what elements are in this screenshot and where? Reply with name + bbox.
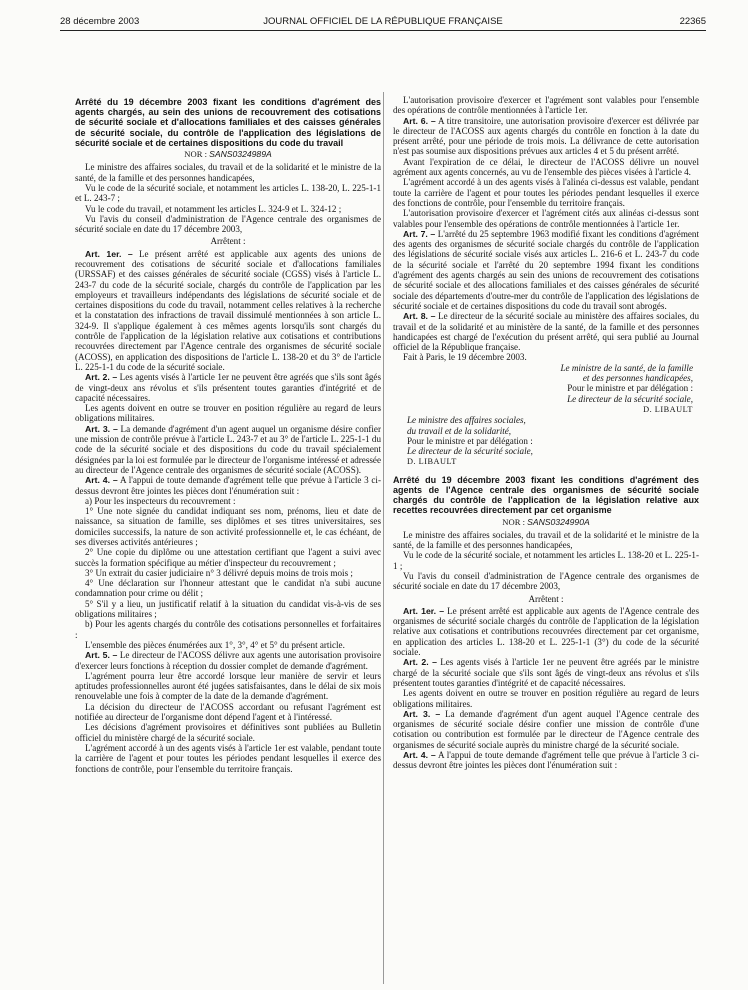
- paragraph: Les agents doivent en outre se trouver en position régulière au regard de leurs obligations militaires.: [393, 688, 699, 709]
- nor-reference: NOR : SANS0324989A: [184, 149, 272, 160]
- decree-title: Arrêté du 19 décembre 2003 fixant les conditions d'agrément des agents chargés, au sein des unions de recouvrement des cotisations de sécurité sociale et d'allocations familiales et des caisses générales de sécurité sociale, du contrôle de l'application des législations de sécurité sociale et de certaines dispositions du code du travail: [75, 97, 381, 148]
- article-6: Art. 6. – A titre transitoire, une autorisation provisoire d'exercer est délivrée par le directeur de l'ACOSS aux agents chargés du contrôle en fonction à la date du présent arrêté, pour une période de trois mois. La délivrance de cette autorisation n'est pas soumise aux dispositions prévues aux articles 4 et 5 du présent arrêté.: [393, 115, 699, 157]
- article-2: Art. 2. – Les agents visés à l'article 1er ne peuvent être agréés par le ministre chargé de la sécurité sociale que s'ils sont âgés de vingt-deux ans révolus et s'ils présentent toutes garanties d'intégrité et de capacité nécessaires.: [393, 657, 699, 688]
- paragraph: Le ministre des affaires sociales, du travail et de la solidarité et le ministre de la santé, de la famille et des personnes handicapées,: [393, 529, 699, 551]
- arretent-heading: Arrêtent :: [528, 593, 564, 604]
- paragraph: Vu le code de la sécurité sociale, et notamment les articles L. 138-20, L. 225-1-1 et L. 243-7 ;: [75, 182, 381, 204]
- signatory-name: D. LIBAULT: [643, 404, 693, 414]
- article-7: Art. 7. – L'arrêté du 25 septembre 1963 modifié fixant les conditions d'agrément des agents des organismes de sécurité sociale chargés du contrôle de l'application des législations de sécurité sociale visés aux articles L. 216-6 et L. 243-7 du code de la sécurité sociale et l'arrêté du 20 septembre 1994 fixant les conditions d'agrément des agents chargés au sein des unions de recouvrement des cotisations de sécurité sociale et des allocations familiales et des caisses générales de sécurité sociale des départements d'outre-mer du contrôle de l'application des législations de sécurité sociale et de certaines dispositions du code du travail sont abrogés.: [393, 228, 699, 311]
- paragraph: Vu l'avis du conseil d'administration de l'Agence centrale des organismes de sécurité sociale en date du 17 décembre 2003,: [75, 213, 381, 235]
- list-item: 3° Un extrait du casier judiciaire n° 3 délivré depuis moins de trois mois ;: [85, 567, 353, 578]
- right-column: [393, 95, 699, 771]
- article-4: Art. 4. – A l'appui de toute demande d'agrément telle que prévue à l'article 3 ci-dessus devront être jointes les pièces dont l'énumération suit :: [75, 475, 381, 496]
- article-2: Art. 2. – Les agents visés à l'article 1er ne peuvent être agréés que s'ils sont âgés de vingt-deux ans révolus et s'ils présentent toutes garanties d'intégrité et de capacité nécessaires.: [75, 372, 381, 403]
- left-column: [75, 97, 381, 774]
- nor-reference: NOR : SANS0324990A: [502, 516, 590, 527]
- paragraph: Les agents doivent en outre se trouver en position régulière au regard de leurs obligations militaires.: [75, 403, 381, 424]
- signature-line: et des personnes handicapées,: [582, 373, 693, 384]
- header-rule: [60, 30, 706, 31]
- list-item: 2° Une copie du diplôme ou une attestation certifiant que l'agent a suivi avec succès la formation spécifique au métier d'inspecteur du recouvrement ;: [75, 547, 381, 568]
- list-item: 4° Une déclaration sur l'honneur attestant que le candidat n'a subi aucune condamnation pour crime ou délit ;: [75, 578, 381, 599]
- article-3: Art. 3. – La demande d'agrément d'un agent auquel un organisme désire confier une mission de contrôle prévue à l'article L. 243-7 et au 3° de l'article L. 225-1-1 du code de la sécurité sociale et des dispositions du code du travail spécialement désignées par la loi est formulée par le directeur de l'organisme intéressé et adressée au directeur de l'Agence centrale des organismes de sécurité sociale (ACOSS).: [75, 423, 381, 475]
- decree-title: Arrêté du 19 décembre 2003 fixant les conditions d'agrément des agents de l'Agence centrale des organismes de sécurité sociale chargés du contrôle de l'application de la législation relative aux recettes recouvrées directement par cet organisme: [393, 474, 699, 516]
- signature-line: du travail et de la solidarité,: [407, 425, 512, 436]
- paragraph: L'autorisation provisoire d'exercer et l'agrément sont valables pour l'ensemble des opérations de contrôle mentionnées à l'article 1er.: [393, 95, 699, 116]
- header-date: 28 décembre 2003: [60, 16, 140, 27]
- signatory-name: D. LIBAULT: [407, 457, 457, 467]
- paragraph: L'agrément pourra leur être accordé lorsque leur manière de servir et leurs aptitudes professionnelles auront été jugées satisfaisantes, dans le délai de six mois renouvelable une fois à compter de la date de la demande d'agrément.: [75, 670, 381, 702]
- article-4: Art. 4. – A l'appui de toute demande d'agrément telle que prévue à l'article 3 ci-dessus devront être jointes les pièces dont l'énumération suit :: [393, 750, 699, 771]
- article-5: Art. 5. – Le directeur de l'ACOSS délivre aux agents une autorisation provisoire d'exercer leurs fonctions à réception du dossier complet de demande d'agrément.: [75, 650, 381, 671]
- signature-line: Le directeur de la sécurité sociale,: [407, 446, 533, 457]
- list-item: 5° S'il y a lieu, un justificatif relatif à la situation du candidat vis-à-vis de ses obligations militaires ;: [75, 598, 381, 620]
- signature-line: Pour le ministre et par délégation :: [567, 383, 693, 394]
- article-8: Art. 8. – Le directeur de la sécurité sociale au ministère des affaires sociales, du travail et de la solidarité et au ministère de la santé, de la famille et des personnes handicapées est chargé de l'exécution du présent arrêté, qui sera publié au Journal officiel de la République française.: [393, 311, 699, 353]
- paragraph: b) Pour les agents chargés du contrôle des cotisations personnelles et forfaitaires :: [75, 619, 381, 640]
- list-item: 1° Une note signée du candidat indiquant ses nom, prénoms, lieu et date de naissance, sa situation de famille, ses diplômes et ses titres universitaires, ses domiciles successifs, la nature de son activité professionnelle et, le cas échéant, de ses diverses activités antérieures ;: [75, 506, 381, 547]
- paragraph: L'autorisation provisoire d'exercer et l'agrément cités aux alinéas ci-dessus sont valables pour l'ensemble des opérations de contrôle mentionnées à l'article 1er.: [393, 208, 699, 229]
- paragraph: L'ensemble des pièces énumérées aux 1°, 3°, 4° et 5° du présent article.: [85, 639, 345, 650]
- paragraph: Vu le code du travail, et notamment les articles L. 324-9 et L. 324-12 ;: [85, 203, 342, 214]
- paragraph: Vu l'avis du conseil d'administration de l'Agence centrale des organismes de sécurité sociale en date du 17 décembre 2003,: [393, 570, 699, 592]
- arretent-heading: Arrêtent :: [210, 236, 246, 247]
- header-page-number: 22365: [679, 16, 706, 27]
- paragraph: Avant l'expiration de ce délai, le directeur de l'ACOSS délivre un nouvel agrément aux agents concernés, au vu de l'ensemble des pièces visées à l'article 4.: [393, 156, 699, 178]
- signing-place-date: Fait à Paris, le 19 décembre 2003.: [403, 352, 527, 363]
- header-journal-title: JOURNAL OFFICIEL DE LA RÉPUBLIQUE FRANÇAISE: [263, 16, 503, 27]
- signature-line: Le ministre de la santé, de la famille: [560, 362, 693, 373]
- paragraph: Vu le code de la sécurité sociale, et notamment les articles L. 138-20 et L. 225-1-1 ;: [393, 550, 699, 571]
- paragraph: L'agrément accordé à un des agents visés à l'article 1er est valable, pendant toute la carrière de l'agent et pour toutes les périodes pendant lesquelles il exerce des fonctions de contrôle, pour l'ensemble du territoire français.: [75, 742, 381, 774]
- article-1: Art. 1er. – Le présent arrêté est applicable aux agents des unions de recouvrement des cotisations de sécurité sociale et d'allocations familiales (URSSAF) et des caisses générales de sécurité sociale (CGSS) visés à l'article L. 243-7 du code de la sécurité sociale, chargés du contrôle de l'application par les employeurs et travailleurs indépendants des législations de sécurité sociale et de certaines dispositions du code du travail, notamment celles relatives à la recherche et la constatation des infractions de travail dissimulé mentionnées à son article L. 324-9. Il s'applique également à ces mêmes agents lorsqu'ils sont chargés du contrôle de l'application de la législation relative aux cotisations et contributions recouvrées directement par l'Agence centrale des organismes de sécurité sociale (ACOSS), en application des dispositions de l'article L. 138-20 et du 3° de l'article L. 225-1-1 du code de la sécurité sociale.: [75, 248, 381, 372]
- paragraph: a) Pour les inspecteurs du recouvrement :: [85, 495, 236, 506]
- paragraph: L'agrément accordé à un des agents visés à l'alinéa ci-dessus est valable, pendant toute la carrière de l'agent et pour toutes les périodes pendant lesquelles il exerce des fonctions de contrôle, pour l'ensemble du territoire français.: [393, 177, 699, 208]
- signature-line: Le directeur de la sécurité sociale,: [567, 393, 693, 404]
- signature-line: Le ministre des affaires sociales,: [407, 415, 526, 426]
- paragraph: La décision du directeur de l'ACOSS accordant ou refusant l'agrément est notifiée au directeur de l'organisme dont dépend l'agent et à l'intéressé.: [75, 701, 381, 723]
- article-1: Art. 1er. – Le présent arrêté est applicable aux agents de l'Agence centrale des organismes de sécurité sociale chargés du contrôle de l'application de la législation relative aux cotisations et contributions recouvrées directement par cet organisme, en application des articles L. 138-20 et L. 225-1-1 (3°) du code de la sécurité sociale.: [393, 605, 699, 658]
- column-divider: [383, 92, 384, 984]
- article-3: Art. 3. – La demande d'agrément d'un agent auquel l'Agence centrale des organismes de sécurité sociale désire confier une mission de contrôle d'une cotisation ou contribution est formulée par le directeur de l'Agence centrale des organismes de sécurité sociale auprès du ministre chargé de la sécurité sociale.: [393, 708, 699, 750]
- paragraph: Le ministre des affaires sociales, du travail et de la solidarité et le ministre de la santé, de la famille et des personnes handicapées,: [75, 162, 381, 183]
- signature-line: Pour le ministre et par délégation :: [407, 435, 533, 446]
- paragraph: Les décisions d'agrément provisoires et définitives sont publiées au Bulletin officiel du ministère chargé de la sécurité sociale.: [75, 722, 381, 743]
